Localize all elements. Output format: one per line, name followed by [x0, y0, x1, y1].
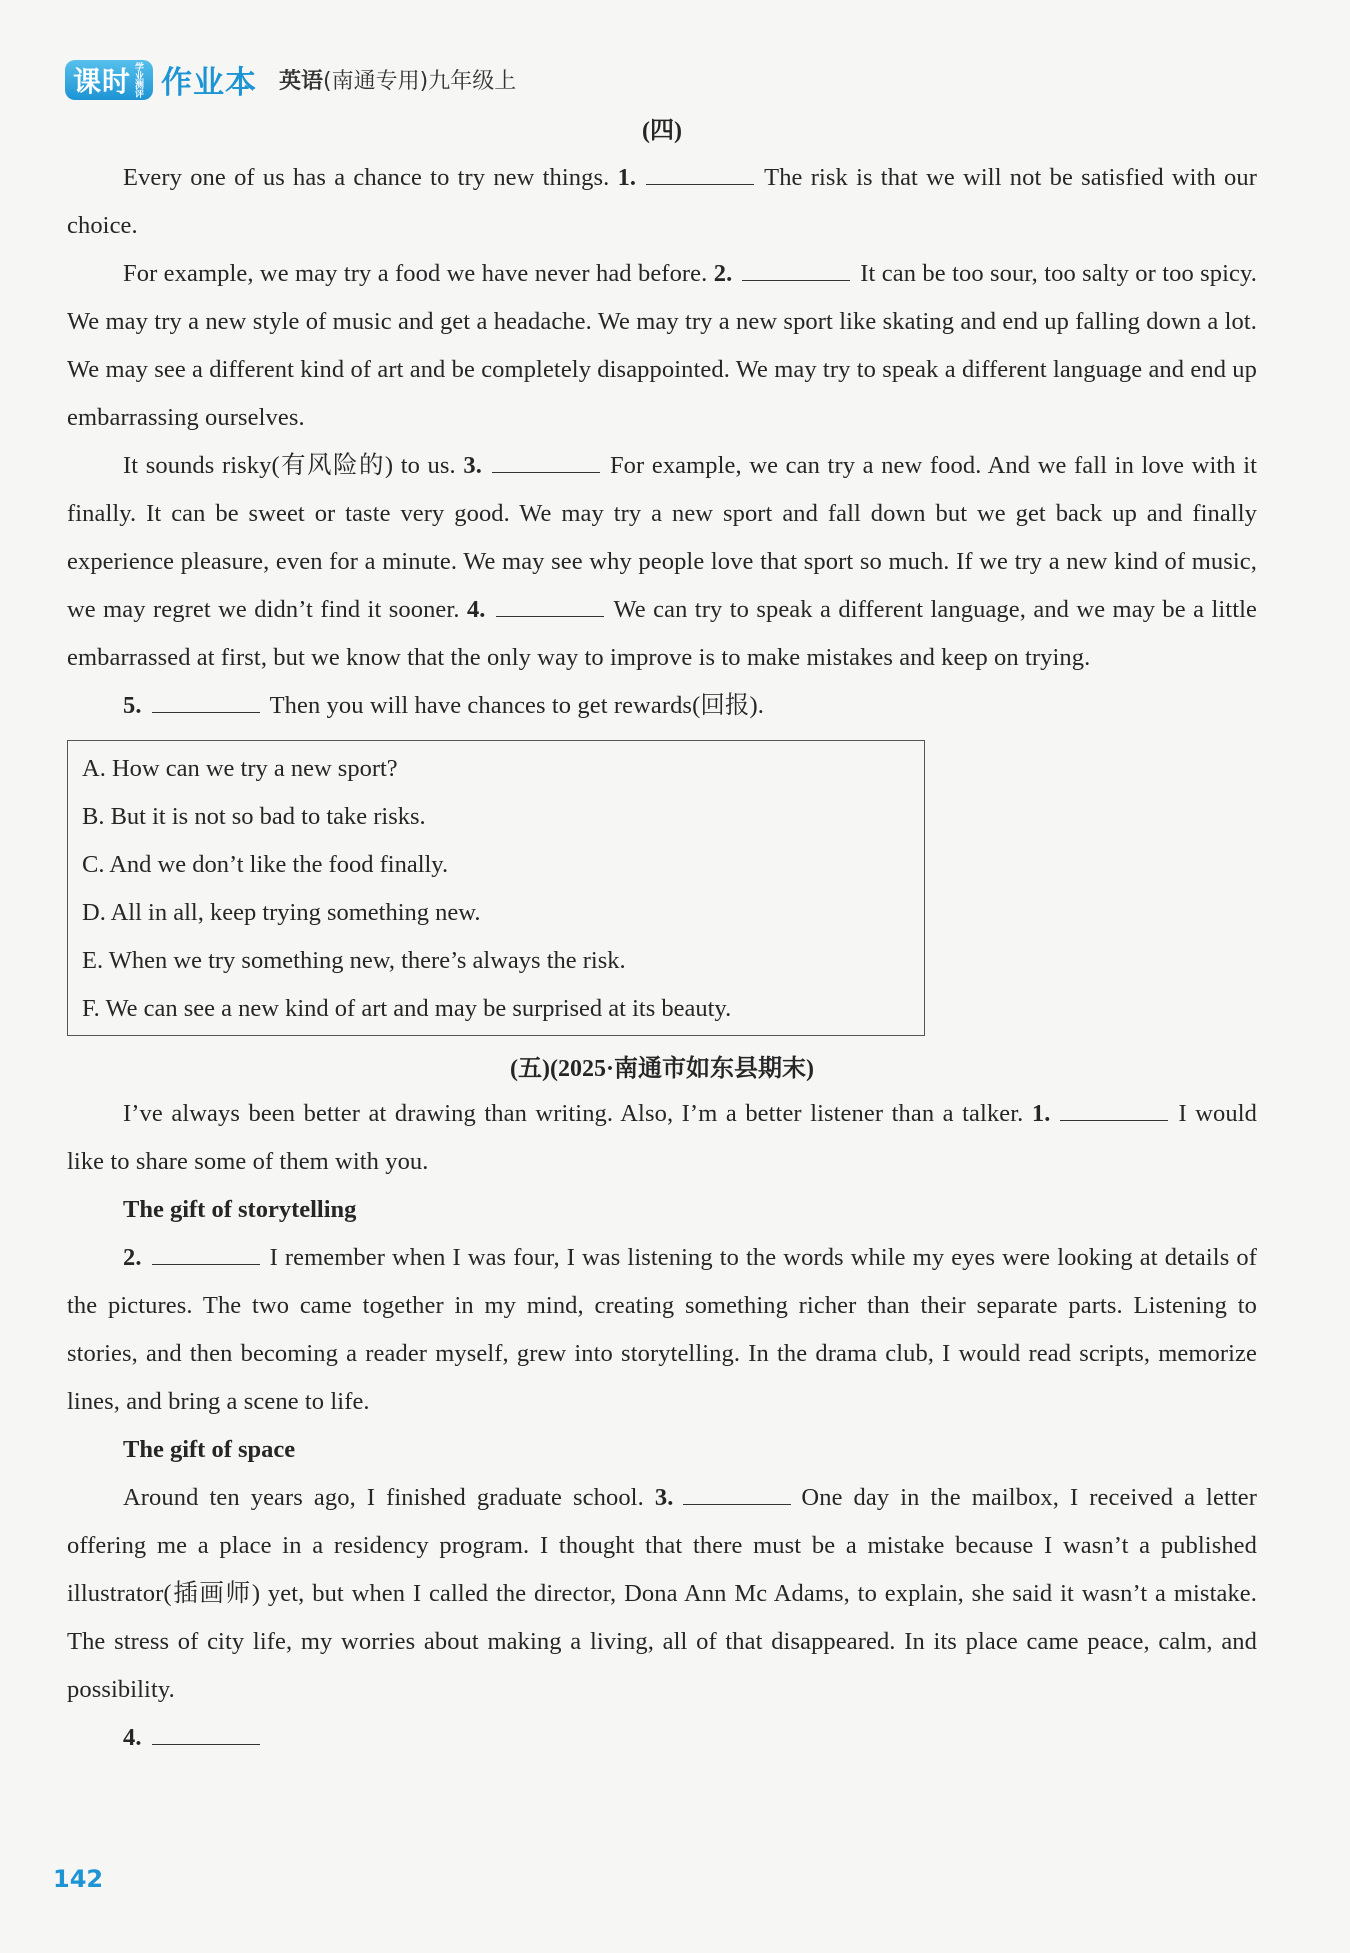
- question-number: 4.: [123, 1724, 142, 1751]
- text: Every one of us has a chance to try new things.: [123, 164, 618, 191]
- logo-small-text: 学业测评: [133, 61, 144, 98]
- answer-blank-s5-1[interactable]: [1060, 1098, 1168, 1121]
- paragraph-2: [67, 250, 1257, 442]
- section-title-5: (五)(2025·南通市如东县期末): [510, 1056, 814, 1082]
- answer-blank-3[interactable]: [492, 450, 600, 473]
- answer-blank-2[interactable]: [742, 258, 850, 281]
- text: The risk is that we will not be satisfied with our choice.: [67, 164, 1257, 239]
- text: I would like to share some of them with you.: [67, 1100, 1257, 1175]
- paragraph-7: [67, 1234, 1257, 1426]
- option-c: C. And we don’t like the food finally.: [82, 851, 449, 878]
- option-e: E. When we try something new, there’s always the risk.: [82, 947, 626, 974]
- answer-blank-4[interactable]: [496, 594, 604, 617]
- question-number: 5.: [123, 692, 142, 719]
- question-number: 3.: [654, 1484, 674, 1511]
- answer-blank-s5-4[interactable]: [152, 1722, 260, 1745]
- text: It sounds risky(有风险的) to us.: [123, 452, 464, 479]
- page-header: [65, 57, 516, 102]
- question-number: 2.: [123, 1244, 142, 1271]
- subheading-storytelling: The gift of storytelling: [123, 1196, 357, 1223]
- text: We can try to speak a different language, and we may be a little embarrassed at first, but we know that the only way to improve is to make mistakes and keep on trying.: [67, 596, 1257, 671]
- paragraph-9: [67, 1714, 1257, 1762]
- text: For example, we may try a food we have never had before.: [123, 260, 714, 287]
- question-number: 1.: [617, 164, 637, 191]
- subject-label: [279, 64, 516, 95]
- text: For example, we can try a new food. And we fall in love with it finally. It can be sweet or taste very good. We may try a new sport and fall down but we get back up and finally experience pleasure, even for a minute. We may see why people love that sport so much. If we try a new kind of music, we may regret we didn’t find it sooner.: [67, 452, 1258, 623]
- answer-blank-5[interactable]: [152, 690, 260, 713]
- paragraph-8: [67, 1474, 1257, 1714]
- text: I remember when I was four, I was listening to the words while my eyes were looking at details of the pictures. The two came together in my mind, creating something richer than their separate parts. Listening to stories, and then becoming a reader myself, grew into storytelling. In the drama club, I would read scripts, memorize lines, and bring a scene to life.: [67, 1244, 1257, 1415]
- question-number: 1.: [1031, 1100, 1051, 1127]
- options-box: [67, 740, 925, 1036]
- section-title-4: (四): [642, 118, 682, 144]
- subheading-space: The gift of space: [123, 1436, 296, 1463]
- question-number: 3.: [463, 452, 482, 479]
- page-number: 142: [53, 1865, 104, 1893]
- answer-blank-s5-2[interactable]: [152, 1242, 260, 1265]
- paragraph-3: [67, 442, 1257, 682]
- logo-text: 课时: [73, 64, 132, 98]
- paragraph-1: [67, 154, 1257, 250]
- option-f: F. We can see a new kind of art and may be surprised at its beauty.: [82, 995, 732, 1022]
- brand-title: 作业本: [161, 65, 258, 101]
- text: It can be too sour, too salty or too spicy. We may try a new style of music and get a headache. We may try a new sport like skating and end up falling down a lot. We may see a different kind of art and be completely disappointed. We may try to speak a different language and end up embarrassing ourselves.: [67, 260, 1257, 431]
- subject-bold: 英语: [279, 69, 324, 94]
- page-content: [67, 110, 1257, 1762]
- answer-blank-1[interactable]: [646, 162, 754, 185]
- text: One day in the mailbox, I received a letter offering me a place in a residency program. I thought that there must be a mistake because I wasn’t a published illustrator(插画师) yet, but when I called the director, Dona Ann Mc Adams, to explain, she said it wasn’t a mistake. The stress of city life, my worries about making a living, all of that disappeared. In its place came peace, calm, and possibility.: [67, 1484, 1257, 1703]
- brand-logo: [65, 60, 153, 100]
- paragraph-5: [67, 682, 1257, 730]
- option-b: B. But it is not so bad to take risks.: [82, 803, 426, 830]
- text: Then you will have chances to get rewards(回报).: [269, 692, 765, 719]
- text: I’ve always been better at drawing than writing. Also, I’m a better listener than a talker.: [123, 1100, 1024, 1127]
- question-number: 2.: [713, 260, 733, 287]
- paragraph-6: [67, 1090, 1257, 1186]
- option-a: A. How can we try a new sport?: [82, 755, 398, 782]
- question-number: 4.: [466, 596, 486, 623]
- option-d: D. All in all, keep trying something new.: [82, 899, 481, 926]
- subject-rest: (南通专用)九年级上: [323, 69, 517, 94]
- answer-blank-s5-3[interactable]: [683, 1482, 791, 1505]
- text: Around ten years ago, I finished graduate school.: [123, 1484, 655, 1511]
